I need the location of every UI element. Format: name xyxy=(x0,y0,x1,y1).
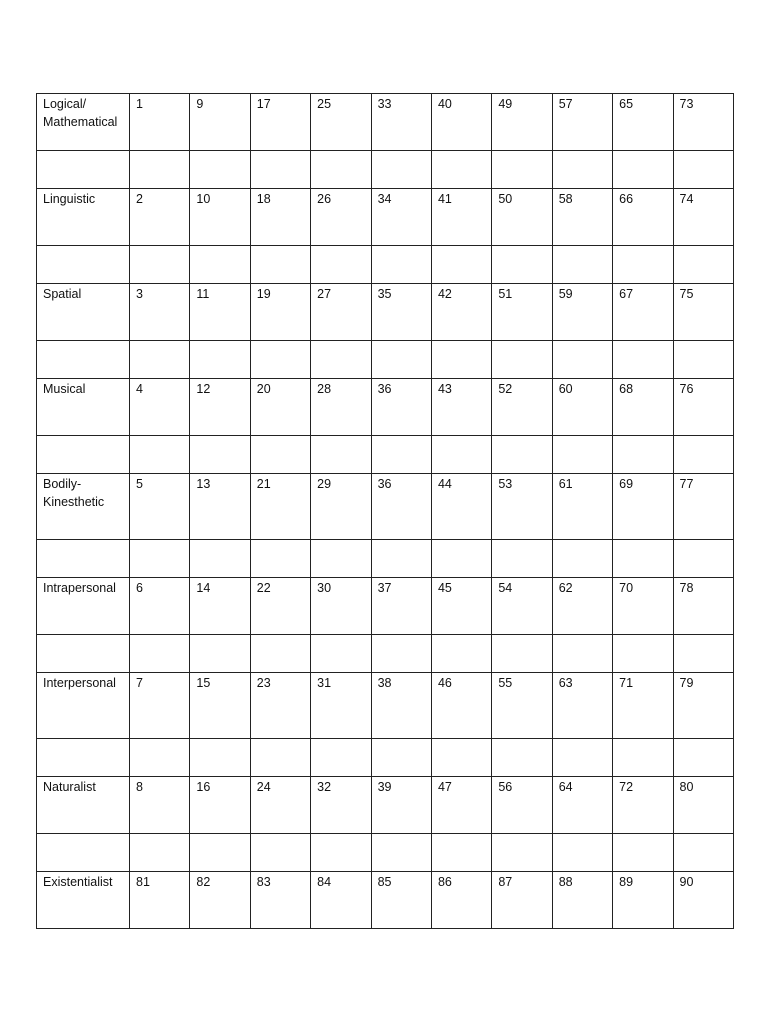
row-label: Spatial xyxy=(37,284,130,341)
question-number-cell: 31 xyxy=(311,673,371,739)
score-entry-cell[interactable] xyxy=(190,540,250,578)
score-entry-cell[interactable] xyxy=(552,540,612,578)
score-entry-cell[interactable] xyxy=(492,834,552,872)
score-entry-cell[interactable] xyxy=(552,436,612,474)
score-entry-cell[interactable] xyxy=(431,341,491,379)
score-entry-cell[interactable] xyxy=(190,834,250,872)
score-entry-cell[interactable] xyxy=(130,635,190,673)
question-number-cell: 4 xyxy=(130,379,190,436)
question-number-cell: 80 xyxy=(673,777,733,834)
question-number-cell: 51 xyxy=(492,284,552,341)
score-entry-cell[interactable] xyxy=(613,151,673,189)
score-entry-cell[interactable] xyxy=(552,341,612,379)
score-entry-cell[interactable] xyxy=(250,436,310,474)
question-number-cell: 39 xyxy=(371,777,431,834)
score-entry-cell[interactable] xyxy=(371,739,431,777)
question-number-cell: 61 xyxy=(552,474,612,540)
question-number-cell: 53 xyxy=(492,474,552,540)
question-number-cell: 18 xyxy=(250,189,310,246)
score-entry-cell[interactable] xyxy=(552,834,612,872)
score-entry-cell[interactable] xyxy=(311,540,371,578)
row-label: Naturalist xyxy=(37,777,130,834)
question-number-cell: 86 xyxy=(431,872,491,929)
question-number-cell: 23 xyxy=(250,673,310,739)
score-entry-row xyxy=(37,739,734,777)
question-number-cell: 85 xyxy=(371,872,431,929)
question-number-cell: 35 xyxy=(371,284,431,341)
question-number-cell: 42 xyxy=(431,284,491,341)
score-entry-cell[interactable] xyxy=(37,739,130,777)
question-number-cell: 15 xyxy=(190,673,250,739)
score-entry-cell[interactable] xyxy=(190,246,250,284)
score-entry-row xyxy=(37,151,734,189)
score-entry-cell[interactable] xyxy=(250,635,310,673)
question-number-cell: 37 xyxy=(371,578,431,635)
score-entry-cell[interactable] xyxy=(613,540,673,578)
score-entry-cell[interactable] xyxy=(311,341,371,379)
question-number-cell: 75 xyxy=(673,284,733,341)
table-row xyxy=(37,673,734,739)
question-number-cell: 11 xyxy=(190,284,250,341)
score-entry-cell[interactable] xyxy=(371,834,431,872)
question-number-cell: 8 xyxy=(130,777,190,834)
score-entry-cell[interactable] xyxy=(311,739,371,777)
score-entry-cell[interactable] xyxy=(130,151,190,189)
question-number-cell: 36 xyxy=(371,474,431,540)
score-entry-cell[interactable] xyxy=(130,540,190,578)
row-label: Existentialist xyxy=(37,872,130,929)
score-entry-cell[interactable] xyxy=(552,246,612,284)
question-number-cell: 43 xyxy=(431,379,491,436)
score-entry-cell[interactable] xyxy=(250,739,310,777)
question-number-cell: 38 xyxy=(371,673,431,739)
question-number-cell: 32 xyxy=(311,777,371,834)
row-label: Logical/ Mathematical xyxy=(37,94,130,151)
score-entry-cell[interactable] xyxy=(250,341,310,379)
score-entry-cell[interactable] xyxy=(190,739,250,777)
question-number-cell: 6 xyxy=(130,578,190,635)
question-number-cell: 79 xyxy=(673,673,733,739)
question-number-cell: 88 xyxy=(552,872,612,929)
question-number-cell: 34 xyxy=(371,189,431,246)
score-entry-cell[interactable] xyxy=(371,436,431,474)
score-entry-cell[interactable] xyxy=(613,635,673,673)
score-entry-cell[interactable] xyxy=(311,246,371,284)
question-number-cell: 54 xyxy=(492,578,552,635)
score-entry-cell[interactable] xyxy=(250,540,310,578)
score-entry-cell[interactable] xyxy=(37,151,130,189)
score-entry-cell[interactable] xyxy=(492,151,552,189)
question-number-cell: 47 xyxy=(431,777,491,834)
table-row xyxy=(37,474,734,540)
question-number-cell: 5 xyxy=(130,474,190,540)
score-entry-cell[interactable] xyxy=(130,341,190,379)
score-entry-cell[interactable] xyxy=(673,739,733,777)
score-entry-cell[interactable] xyxy=(37,834,130,872)
score-entry-cell[interactable] xyxy=(37,436,130,474)
question-number-cell: 50 xyxy=(492,189,552,246)
question-number-cell: 82 xyxy=(190,872,250,929)
question-number-cell: 62 xyxy=(552,578,612,635)
score-entry-cell[interactable] xyxy=(371,151,431,189)
score-entry-row xyxy=(37,635,734,673)
row-label: Musical xyxy=(37,379,130,436)
score-entry-cell[interactable] xyxy=(431,151,491,189)
score-entry-cell[interactable] xyxy=(37,246,130,284)
table-row xyxy=(37,777,734,834)
score-entry-cell[interactable] xyxy=(673,540,733,578)
question-number-cell: 49 xyxy=(492,94,552,151)
score-entry-cell[interactable] xyxy=(250,151,310,189)
table-row xyxy=(37,284,734,341)
question-number-cell: 90 xyxy=(673,872,733,929)
table-row xyxy=(37,189,734,246)
score-entry-cell[interactable] xyxy=(492,540,552,578)
score-entry-cell[interactable] xyxy=(37,341,130,379)
score-entry-cell[interactable] xyxy=(613,341,673,379)
question-number-cell: 52 xyxy=(492,379,552,436)
question-number-cell: 56 xyxy=(492,777,552,834)
question-number-cell: 87 xyxy=(492,872,552,929)
question-number-cell: 59 xyxy=(552,284,612,341)
question-number-cell: 74 xyxy=(673,189,733,246)
score-entry-cell[interactable] xyxy=(673,341,733,379)
question-number-cell: 67 xyxy=(613,284,673,341)
score-entry-cell[interactable] xyxy=(311,834,371,872)
score-entry-cell[interactable] xyxy=(613,739,673,777)
score-entry-cell[interactable] xyxy=(130,739,190,777)
question-number-cell: 12 xyxy=(190,379,250,436)
score-entry-row xyxy=(37,436,734,474)
score-entry-cell[interactable] xyxy=(673,246,733,284)
row-label: Linguistic xyxy=(37,189,130,246)
score-entry-cell[interactable] xyxy=(552,635,612,673)
score-entry-cell[interactable] xyxy=(371,540,431,578)
question-number-cell: 46 xyxy=(431,673,491,739)
score-entry-cell[interactable] xyxy=(190,635,250,673)
score-entry-cell[interactable] xyxy=(673,834,733,872)
score-entry-row xyxy=(37,246,734,284)
question-number-cell: 84 xyxy=(311,872,371,929)
question-number-cell: 29 xyxy=(311,474,371,540)
question-number-cell: 78 xyxy=(673,578,733,635)
score-entry-row xyxy=(37,540,734,578)
question-number-cell: 77 xyxy=(673,474,733,540)
score-entry-cell[interactable] xyxy=(250,246,310,284)
score-entry-cell[interactable] xyxy=(431,436,491,474)
question-number-cell: 22 xyxy=(250,578,310,635)
score-entry-cell[interactable] xyxy=(492,436,552,474)
table-row xyxy=(37,94,734,151)
question-number-cell: 73 xyxy=(673,94,733,151)
question-number-cell: 64 xyxy=(552,777,612,834)
table-row xyxy=(37,578,734,635)
score-entry-cell[interactable] xyxy=(673,635,733,673)
question-number-cell: 60 xyxy=(552,379,612,436)
score-entry-cell[interactable] xyxy=(552,739,612,777)
score-entry-cell[interactable] xyxy=(371,635,431,673)
score-entry-cell[interactable] xyxy=(37,635,130,673)
question-number-cell: 83 xyxy=(250,872,310,929)
row-label: Bodily-Kinesthetic xyxy=(37,474,130,540)
score-entry-cell[interactable] xyxy=(613,436,673,474)
question-number-cell: 7 xyxy=(130,673,190,739)
question-number-cell: 20 xyxy=(250,379,310,436)
question-number-cell: 68 xyxy=(613,379,673,436)
question-number-cell: 25 xyxy=(311,94,371,151)
score-entry-cell[interactable] xyxy=(613,834,673,872)
score-entry-cell[interactable] xyxy=(673,436,733,474)
question-number-cell: 33 xyxy=(371,94,431,151)
score-entry-cell[interactable] xyxy=(130,436,190,474)
score-entry-cell[interactable] xyxy=(371,246,431,284)
question-number-cell: 65 xyxy=(613,94,673,151)
score-entry-cell[interactable] xyxy=(492,635,552,673)
score-entry-cell[interactable] xyxy=(613,246,673,284)
question-number-cell: 36 xyxy=(371,379,431,436)
question-number-cell: 14 xyxy=(190,578,250,635)
question-number-cell: 26 xyxy=(311,189,371,246)
score-entry-cell[interactable] xyxy=(431,739,491,777)
question-number-cell: 58 xyxy=(552,189,612,246)
score-entry-cell[interactable] xyxy=(130,834,190,872)
score-entry-cell[interactable] xyxy=(371,341,431,379)
score-entry-cell[interactable] xyxy=(311,436,371,474)
score-entry-cell[interactable] xyxy=(190,436,250,474)
score-entry-cell[interactable] xyxy=(431,246,491,284)
score-entry-cell[interactable] xyxy=(492,246,552,284)
score-entry-cell[interactable] xyxy=(431,635,491,673)
question-number-cell: 21 xyxy=(250,474,310,540)
row-label: Intrapersonal xyxy=(37,578,130,635)
question-number-cell: 71 xyxy=(613,673,673,739)
score-entry-cell[interactable] xyxy=(492,739,552,777)
score-entry-cell[interactable] xyxy=(311,151,371,189)
score-entry-cell[interactable] xyxy=(190,151,250,189)
question-number-cell: 3 xyxy=(130,284,190,341)
question-number-cell: 16 xyxy=(190,777,250,834)
intelligences-score-table xyxy=(36,93,734,929)
table-row xyxy=(37,872,734,929)
score-entry-cell[interactable] xyxy=(492,341,552,379)
row-label: Interpersonal xyxy=(37,673,130,739)
question-number-cell: 24 xyxy=(250,777,310,834)
question-number-cell: 10 xyxy=(190,189,250,246)
score-entry-cell[interactable] xyxy=(190,341,250,379)
question-number-cell: 69 xyxy=(613,474,673,540)
question-number-cell: 13 xyxy=(190,474,250,540)
question-number-cell: 19 xyxy=(250,284,310,341)
table-row xyxy=(37,379,734,436)
question-number-cell: 72 xyxy=(613,777,673,834)
score-entry-row xyxy=(37,834,734,872)
question-number-cell: 41 xyxy=(431,189,491,246)
question-number-cell: 70 xyxy=(613,578,673,635)
question-number-cell: 89 xyxy=(613,872,673,929)
score-entry-cell[interactable] xyxy=(431,540,491,578)
score-entry-cell[interactable] xyxy=(311,635,371,673)
question-number-cell: 66 xyxy=(613,189,673,246)
score-entry-cell[interactable] xyxy=(431,834,491,872)
score-entry-cell[interactable] xyxy=(37,540,130,578)
question-number-cell: 81 xyxy=(130,872,190,929)
score-entry-cell[interactable] xyxy=(130,246,190,284)
question-number-cell: 40 xyxy=(431,94,491,151)
question-number-cell: 30 xyxy=(311,578,371,635)
score-entry-cell[interactable] xyxy=(250,834,310,872)
question-number-cell: 55 xyxy=(492,673,552,739)
score-entry-cell[interactable] xyxy=(552,151,612,189)
score-entry-cell[interactable] xyxy=(673,151,733,189)
question-number-cell: 1 xyxy=(130,94,190,151)
question-number-cell: 17 xyxy=(250,94,310,151)
question-number-cell: 28 xyxy=(311,379,371,436)
question-number-cell: 76 xyxy=(673,379,733,436)
table-body xyxy=(37,94,734,929)
question-number-cell: 57 xyxy=(552,94,612,151)
question-number-cell: 9 xyxy=(190,94,250,151)
question-number-cell: 44 xyxy=(431,474,491,540)
question-number-cell: 45 xyxy=(431,578,491,635)
score-entry-row xyxy=(37,341,734,379)
question-number-cell: 27 xyxy=(311,284,371,341)
question-number-cell: 63 xyxy=(552,673,612,739)
question-number-cell: 2 xyxy=(130,189,190,246)
